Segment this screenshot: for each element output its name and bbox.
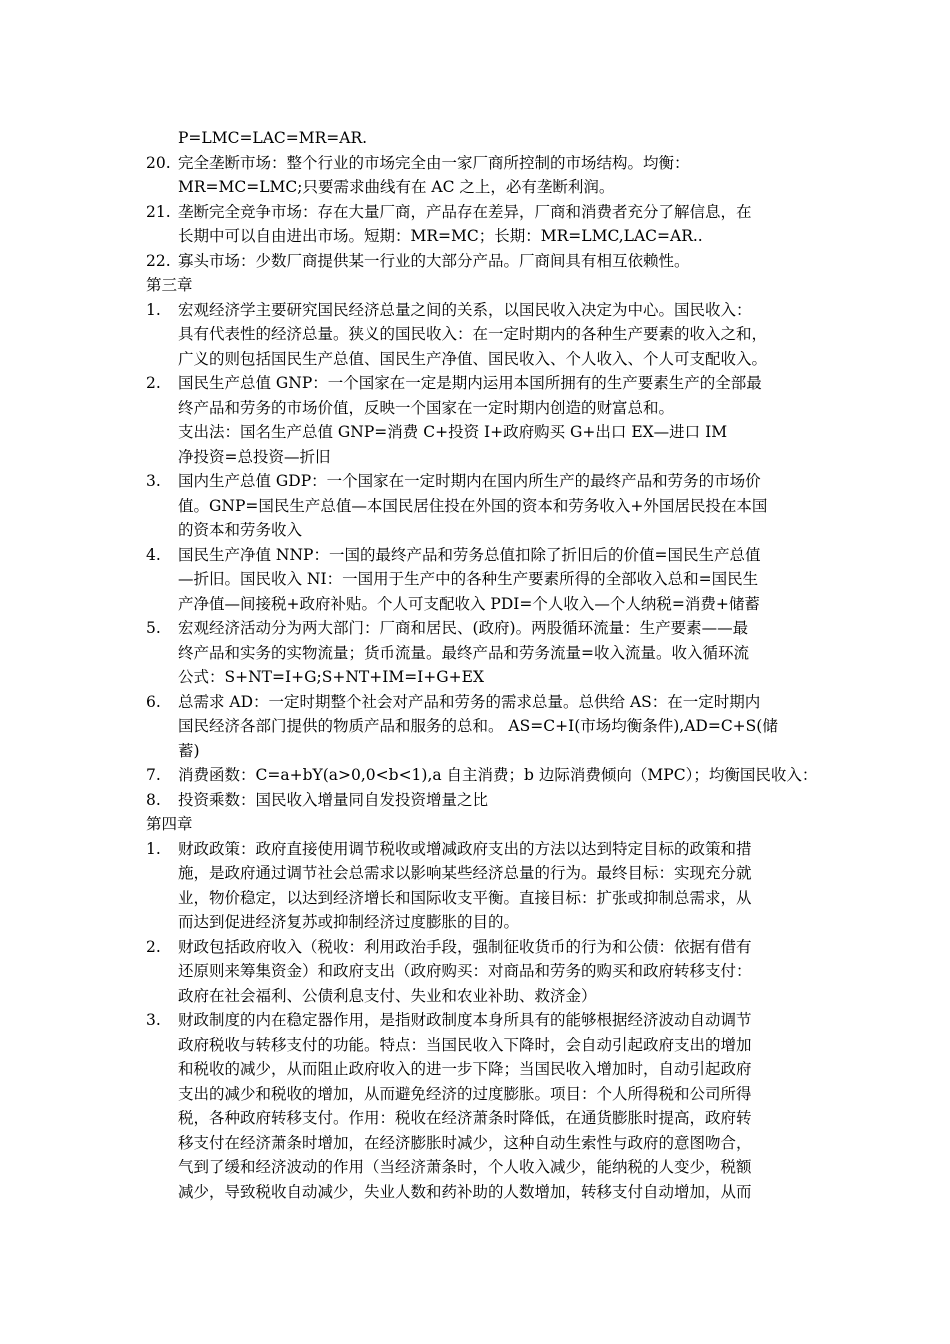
list-item-number: 1. (146, 300, 161, 319)
continued-text (146, 126, 808, 151)
text-line: 还原则来筹集资金）和政府支出（政府购买：对商品和劳务的购买和政府转移支付： (178, 962, 752, 980)
text-line: 第三章 (146, 276, 193, 294)
list-item (146, 788, 808, 813)
text-line: 而达到促进经济复苏或抑制经济过度膨胀的目的。 (178, 913, 520, 931)
text-line: 支出的减少和税收的增加，从而避免经济的过度膨胀。项目：个人所得税和公司所得 (178, 1084, 752, 1103)
text-line: 气到了缓和经济波动的作用（当经济萧条时，个人收入减少，能纳税的人变少，税额 (178, 1158, 752, 1176)
text-line: 公式：S+NT=I+G;S+NT+IM=I+G+EX (178, 668, 485, 686)
list-item (146, 763, 818, 788)
text-line: 产净值—间接税+政府补贴。个人可支配收入 PDI=个人收入—个人纳税=消费+储蓄 (178, 594, 760, 613)
text-line: 具有代表性的经济总量。狭义的国民收入：在一定时期内的各种生产要素的收入之和， (178, 325, 768, 343)
text-line: 和税收的减少，从而阻止政府收入的进一步下降；当国民收入增加时，自动引起政府 (178, 1060, 752, 1078)
text-line: 财政包括政府收入（税收：利用政治手段，强制征收货币的行为和公债：依据有借有 (178, 937, 752, 956)
text-line: 寡头市场：少数厂商提供某一行业的大部分产品。厂商间具有相互依赖性。 (178, 251, 690, 270)
list-item-number: 4. (146, 545, 161, 564)
text-line: 税，各种政府转移支付。作用：税收在经济萧条时降低，在通货膨胀时提高，政府转 (178, 1109, 752, 1127)
text-line: MR=MC=LMC;只要需求曲线有在 AC 之上，必有垄断利润。 (178, 178, 615, 196)
list-item-number: 20. (146, 153, 171, 172)
text-line: 消费函数：C=a+bY(a>0,0<b<1),a 自主消费；b 边际消费倾向（MPC）；均衡国民收入： (178, 766, 818, 784)
list-item-number: 6. (146, 692, 161, 711)
list-item (146, 151, 808, 200)
list-item-number: 2. (146, 937, 161, 956)
text-line: 减少，导致税收自动减少，失业人数和药补助的人数增加，转移支付自动增加，从而 (178, 1182, 752, 1201)
text-line: 支出法：国名生产总值 GNP=消费 C+投资 I+政府购买 G+出口 EX—进口 IM (178, 423, 728, 441)
text-line: 移支付在经济萧条时增加，在经济膨胀时减少，这种自动生索性与政府的意图吻合， (178, 1133, 752, 1152)
text-line: 完全垄断市场：整个行业的市场完全由一家厂商所控制的市场结构。均衡： (178, 153, 690, 172)
text-line: 国内生产总值 GDP：一个国家在一定时期内在国内所生产的最终产品和劳务的市场价 (178, 472, 761, 490)
text-line: 财政政策：政府直接使用调节税收或增减政府支出的方法以达到特定目标的政策和措 (178, 839, 752, 858)
text-line: 终产品和实务的实物流量；货币流量。最终产品和劳务流量=收入流量。收入循环流 (178, 643, 749, 662)
list-item-number: 21. (146, 202, 171, 221)
list-item-number: 5. (146, 619, 161, 637)
text-line: 宏观经济活动分为两大部门：厂商和居民、(政府)。两股循环流量：生产要素——最 (178, 619, 749, 637)
text-line: 政府在社会福利、公债利息支付、失业和农业补助、救济金） (178, 986, 597, 1005)
text-line: 宏观经济学主要研究国民经济总量之间的关系，以国民收入决定为中心。国民收入： (178, 300, 752, 319)
text-line: 的资本和劳务收入 (178, 521, 303, 539)
list-item-number: 2. (146, 374, 161, 392)
list-item (146, 690, 808, 764)
list-item (146, 200, 808, 249)
list-item (146, 298, 808, 372)
text-line: 国民生产净值 NNP：一国的最终产品和劳务总值扣除了折旧后的价值=国民生产总值 (178, 545, 761, 564)
list-item-number: 7. (146, 766, 161, 784)
text-line: —折旧。国民收入 NI：一国用于生产中的各种生产要素所得的全部收入总和=国民生 (178, 570, 759, 588)
list-item-number: 1. (146, 839, 161, 858)
text-line: 值。GNP=国民生产总值—本国民居住投在外国的资本和劳务收入+外国居民投在本国 (178, 496, 768, 515)
list-item (146, 543, 808, 617)
chapter-heading (146, 273, 808, 298)
text-line: 投资乘数：国民收入增量同自发投资增量之比 (178, 790, 489, 809)
text-line: 政府税收与转移支付的功能。特点：当国民收入下降时，会自动引起政府支出的增加 (178, 1035, 752, 1054)
text-line: 国民经济各部门提供的物质产品和服务的总和。 AS=C+I(市场均衡条件),AD=C+S(储 (178, 717, 778, 735)
text-line: 净投资=总投资—折旧 (178, 447, 331, 466)
list-item-number: 3. (146, 1011, 161, 1029)
list-item (146, 935, 808, 1009)
text-line: 垄断完全竞争市场：存在大量厂商，产品存在差异，厂商和消费者充分了解信息，在 (178, 202, 752, 221)
text-line: P=LMC=LAC=MR=AR. (178, 129, 368, 147)
list-item (146, 1008, 808, 1204)
list-item-number: 8. (146, 790, 161, 809)
text-line: 广义的则包括国民生产总值、国民生产净值、国民收入、个人收入、个人可支配收入。 (178, 349, 768, 368)
list-item (146, 616, 808, 690)
text-line: 财政制度的内在稳定器作用，是指财政制度本身所具有的能够根据经济波动自动调节 (178, 1011, 752, 1029)
text-line: 国民生产总值 GNP：一个国家在一定是期内运用本国所拥有的生产要素生产的全部最 (178, 374, 762, 392)
text-line: 总需求 AD：一定时期整个社会对产品和劳务的需求总量。总供给 AS：在一定时期内 (178, 692, 761, 711)
chapter-heading (146, 812, 808, 837)
list-item (146, 371, 808, 469)
text-line: 终产品和劳务的市场价值，反映一个国家在一定时期内创造的财富总和。 (178, 398, 675, 417)
text-line: 第四章 (146, 815, 193, 833)
text-line: 蓄) (178, 741, 200, 760)
list-item-number: 3. (146, 472, 161, 490)
list-item-number: 22. (146, 251, 171, 270)
list-item (146, 469, 808, 543)
text-line: 业，物价稳定，以达到经济增长和国际收支平衡。直接目标：扩张或抑制总需求，从 (178, 888, 752, 907)
text-line: 施，是政府通过调节社会总需求以影响某些经济总量的行为。最终目标：实现充分就 (178, 864, 752, 882)
document-body (146, 126, 818, 1204)
list-item (146, 249, 808, 274)
text-line: 长期中可以自由进出市场。短期：MR=MC；长期：MR=LMC,LAC=AR.. (178, 227, 703, 245)
list-item (146, 837, 808, 935)
